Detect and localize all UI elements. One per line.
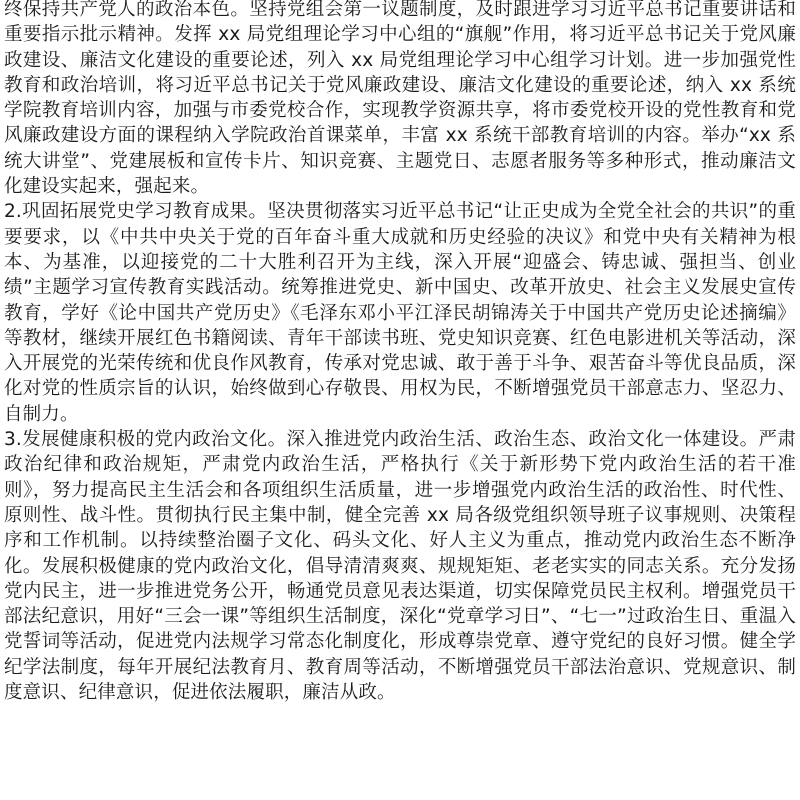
paragraph-2: 2.巩固拓展党史学习教育成果。坚决贯彻落实习近平总书记“让正史成为全党全社会的共识”的重要要求，以《中共中央关于党的百年奋斗重大成就和历史经验的决议》和党中央有关精神为根本、为基准，以迎接党的二十大胜利召开为主线，深入开展“迎盛会、铸忠诚、强担当、创业绩”主题学习宣传教育实践活动。统筹推进党史、新中国史、改革开放史、社会主义发展史宣传教育，学好《论中国共产党历史》《毛泽东邓小平江泽民胡锦涛关于中国共产党历史论述摘编》等教材，继续开展红色书籍阅读、青年干部读书班、党史知识竞赛、红色电影进机关等活动，深入开展党的光荣传统和优良作风教育，传承对党忠诚、敢于善于斗争、艰苦奋斗等优良品质，深化对党的性质宗旨的认识，始终做到心存敬畏、用权为民，不断增强党员干部意志力、坚忍力、自制力。 xyxy=(4,201,796,425)
paragraph-3: 3.发展健康积极的党内政治文化。深入推进党内政治生活、政治生态、政治文化一体建设。严肃政治纪律和政治规矩，严肃党内政治生活，严格执行《关于新形势下党内政治生活的若干准则》，努力提高民主生活会和各项组织生活质量，进一步增强党内政治生活的政治性、时代性、原则性、战斗性。贯彻执行民主集中制，健全完善 xx 局各级党组织领导班子议事规则、决策程序和工作机制。以持续整治圈子文化、码头文化、好人主义为重点，推动党内政治生态不断净化。发展积极健康的党内政治文化，倡导清清爽爽、规规矩矩、老老实实的同志关系。充分发扬党内民主，进一步推进党务公开，畅通党员意见表达渠道，切实保障党员民主权利。增强党员干部法纪意识，用好“三会一课”等组织生活制度，深化“党章学习日”、“七一”过政治生日、重温入党誓词等活动，促进党内法规学习常态化制度化，形成尊崇党章、遵守党纪的良好习惯。健全学纪学法制度，每年开展纪法教育月、教育周等活动，不断增强党员干部法治意识、党规意识、制度意识、纪律意识，促进依法履职，廉洁从政。 xyxy=(4,429,796,704)
document-body xyxy=(4,0,796,705)
paragraph-1: 终保持共产党人的政治本色。坚持党组会第一议题制度，及时跟进学习习近平总书记重要讲话和重要指示批示精神。发挥 xx 局党组理论学习中心组的“旗舰”作用，将习近平总书记关于党风廉政建设、廉洁文化建设的重要论述，列入 xx 局党组理论学习中心组学习计划。进一步加强党性教育和政治培训，将习近平总书记关于党风廉政建设、廉洁文化建设的重要论述，纳入 xx 系统学院教育培训内容，加强与市委党校合作，实现教学资源共享，将市委党校开设的党性教育和党风廉政建设方面的课程纳入学院政治首课菜单，丰富 xx 系统干部教育培训的内容。举办“xx 系统大讲堂”、党建展板和宣传卡片、知识竞赛、主题党日、志愿者服务等多种形式，推动廉洁文化建设实起来，强起来。 xyxy=(4,0,796,198)
